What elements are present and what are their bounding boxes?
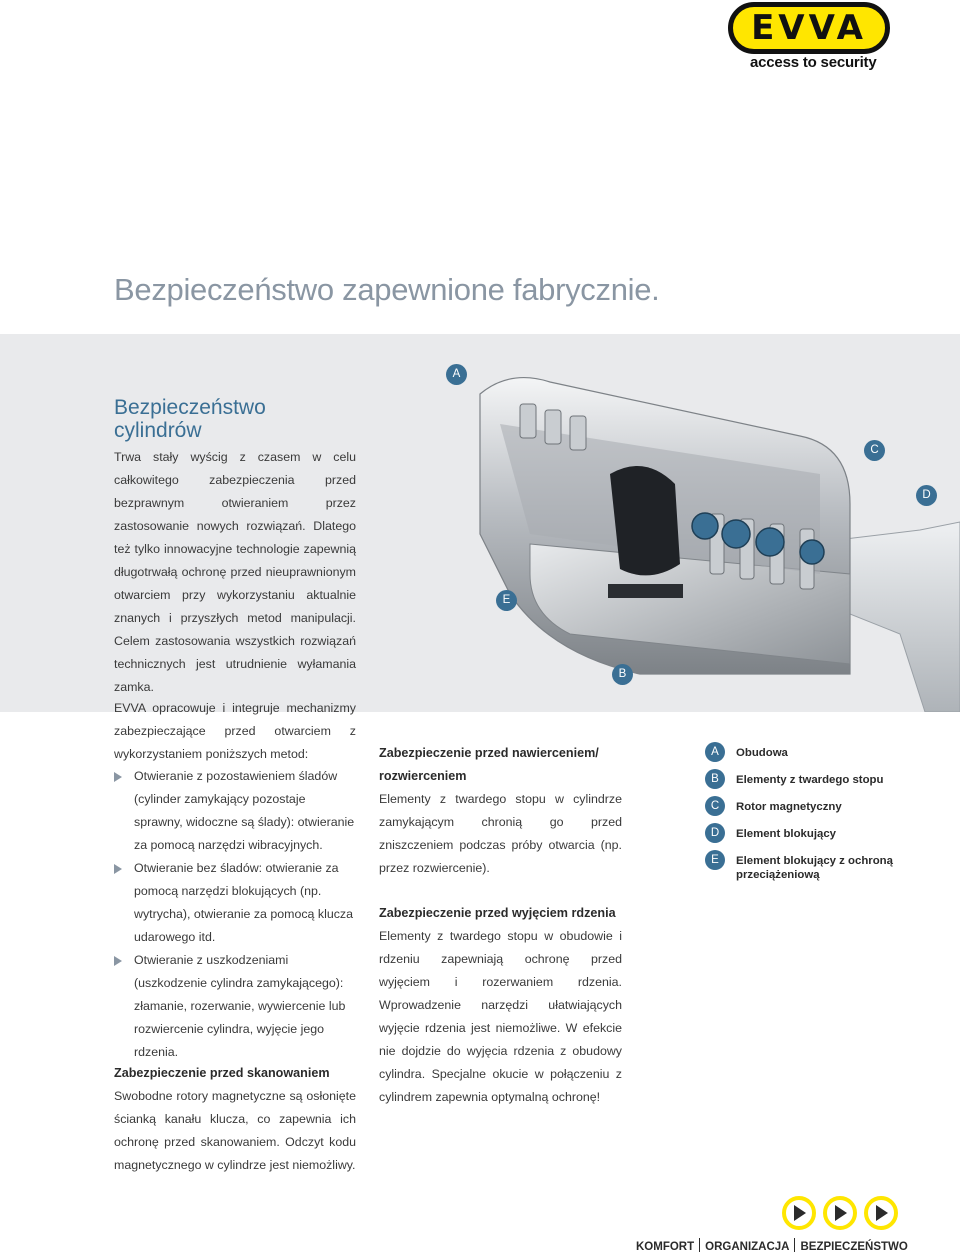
drill-heading: Zabezpieczenie przed nawierceniem/ rozwierceniem: [379, 746, 599, 783]
evva-logo-oval: [728, 2, 890, 54]
method-text: Otwieranie bez śladów: otwieranie za pomocą narzędzi blokujących (np. wytrycha), otwieranie za pomocą klucza udarowego itd.: [134, 861, 353, 944]
legend-item: [700, 796, 920, 823]
marker-c: C: [864, 440, 885, 461]
scan-heading: Zabezpieczenie przed skanowaniem: [114, 1066, 330, 1080]
pull-heading: Zabezpieczenie przed wyjęciem rdzenia: [379, 906, 616, 920]
bullet-triangle-icon: [114, 864, 122, 874]
bullet-triangle-icon: [114, 772, 122, 782]
intro-paragraph: Trwa stały wyścig z czasem w celu całkowitego zabezpieczenia przed bezprawnym otwieraniem przez zastosowanie nowych rozwiązań. Dlatego też tylko innowacyjne technologie zapewnią długotrwałą ochronę przed nieuprawnionym otwarciem przy wykorzystaniu aktualnie znanych i przyszłych metod manipulacji. Celem zastosowania wszystkich rozwiązań technicznych jest utrudnienie wyłamania zamka.: [114, 450, 356, 694]
legend-label: Elementy z twardego stopu: [736, 774, 884, 786]
legend-badge: E: [705, 850, 725, 870]
list-item: [114, 857, 356, 949]
legend-label: Element blokujący: [736, 828, 837, 840]
footer-nav: [636, 1238, 908, 1253]
play-icon: [784, 1198, 814, 1228]
footer-separator: [699, 1238, 700, 1252]
legend-label: Obudowa: [736, 747, 788, 759]
legend-item: [700, 742, 920, 769]
cylinder-illustration: [380, 334, 960, 712]
list-item: [114, 949, 356, 1064]
scan-paragraph: Swobodne rotory magnetyczne są osłonięte ścianką kanału klucza, co zapewnia ich ochronę przed skanowaniem. Odczyt kodu magnetycznego w cylindrze jest niemożliwy.: [114, 1089, 356, 1172]
legend-badge: D: [705, 823, 725, 843]
marker-b: B: [612, 664, 633, 685]
methods-list: [114, 765, 356, 1064]
legend-badge: C: [705, 796, 725, 816]
bullet-triangle-icon: [114, 956, 122, 966]
play-icon: [866, 1198, 896, 1228]
drill-paragraph: Elementy z twardego stopu w cylindrze zamykającym chronią go przed zniszczeniem podczas próby otwarcia (np. przez rozwiercenie).: [379, 792, 622, 875]
legend-label: Element blokujący z ochroną przeciążeniową: [736, 855, 893, 881]
pull-paragraph: Elementy z twardego stopu w obudowie i rdzeniu zapewniają ochronę przed wyjęciem i rozerwaniem rdzenia. Wprowadzenie narzędzi ułatwiających wyjęcie rdzenia jest niemożliwe. W efekcie nie dojdzie do wyjęcia rdzenia z obudowy cylindra. Specjalne okucie w połączeniu z cylindrem zapewnia optymalną ochronę!: [379, 929, 622, 1104]
method-text: Otwieranie z uszkodzeniami (uszkodzenie cylindra zamykającego): złamanie, rozerwanie, wywiercenie lub rozwiercenie cylindra, wyjęcie jego rdzenia.: [134, 953, 346, 1059]
marker-a: A: [446, 364, 467, 385]
logo-tagline: access to security: [750, 54, 877, 71]
cylinder-cutaway-image: [380, 334, 960, 712]
method-text: Otwieranie z pozostawieniem śladów (cylinder zamykający pozostaje sprawny, widoczne są ślady): otwieranie za pomocą narzędzi wibracyjnych.: [134, 769, 355, 852]
legend-badge: B: [705, 769, 725, 789]
footer-nav-item[interactable]: ORGANIZACJA: [705, 1241, 790, 1253]
evva-logo: [728, 2, 894, 72]
marker-d: D: [916, 485, 937, 506]
list-item: [114, 765, 356, 857]
footer-nav-item[interactable]: BEZPIECZEŃSTWO: [800, 1241, 908, 1253]
play-icon: [825, 1198, 855, 1228]
legend-item: [700, 850, 920, 881]
logo-wordmark: EVVA: [751, 8, 867, 48]
footer-icons: [782, 1196, 912, 1230]
marker-e: E: [496, 590, 517, 611]
legend-badge: A: [705, 742, 725, 762]
methods-intro: EVVA opracowuje i integruje mechanizmy zabezpieczające przed otwarciem z wykorzystaniem poniższych metod:: [114, 701, 356, 761]
legend-item: [700, 769, 920, 796]
legend-item: [700, 823, 920, 850]
page-headline: Bezpieczeństwo zapewnione fabrycznie.: [114, 272, 660, 307]
footer-separator: [794, 1238, 795, 1252]
legend-label: Rotor magnetyczny: [736, 801, 842, 813]
footer-nav-item[interactable]: KOMFORT: [636, 1241, 695, 1253]
legend: [700, 742, 920, 881]
section-title: Bezpieczeństwo cylindrów: [114, 396, 266, 442]
